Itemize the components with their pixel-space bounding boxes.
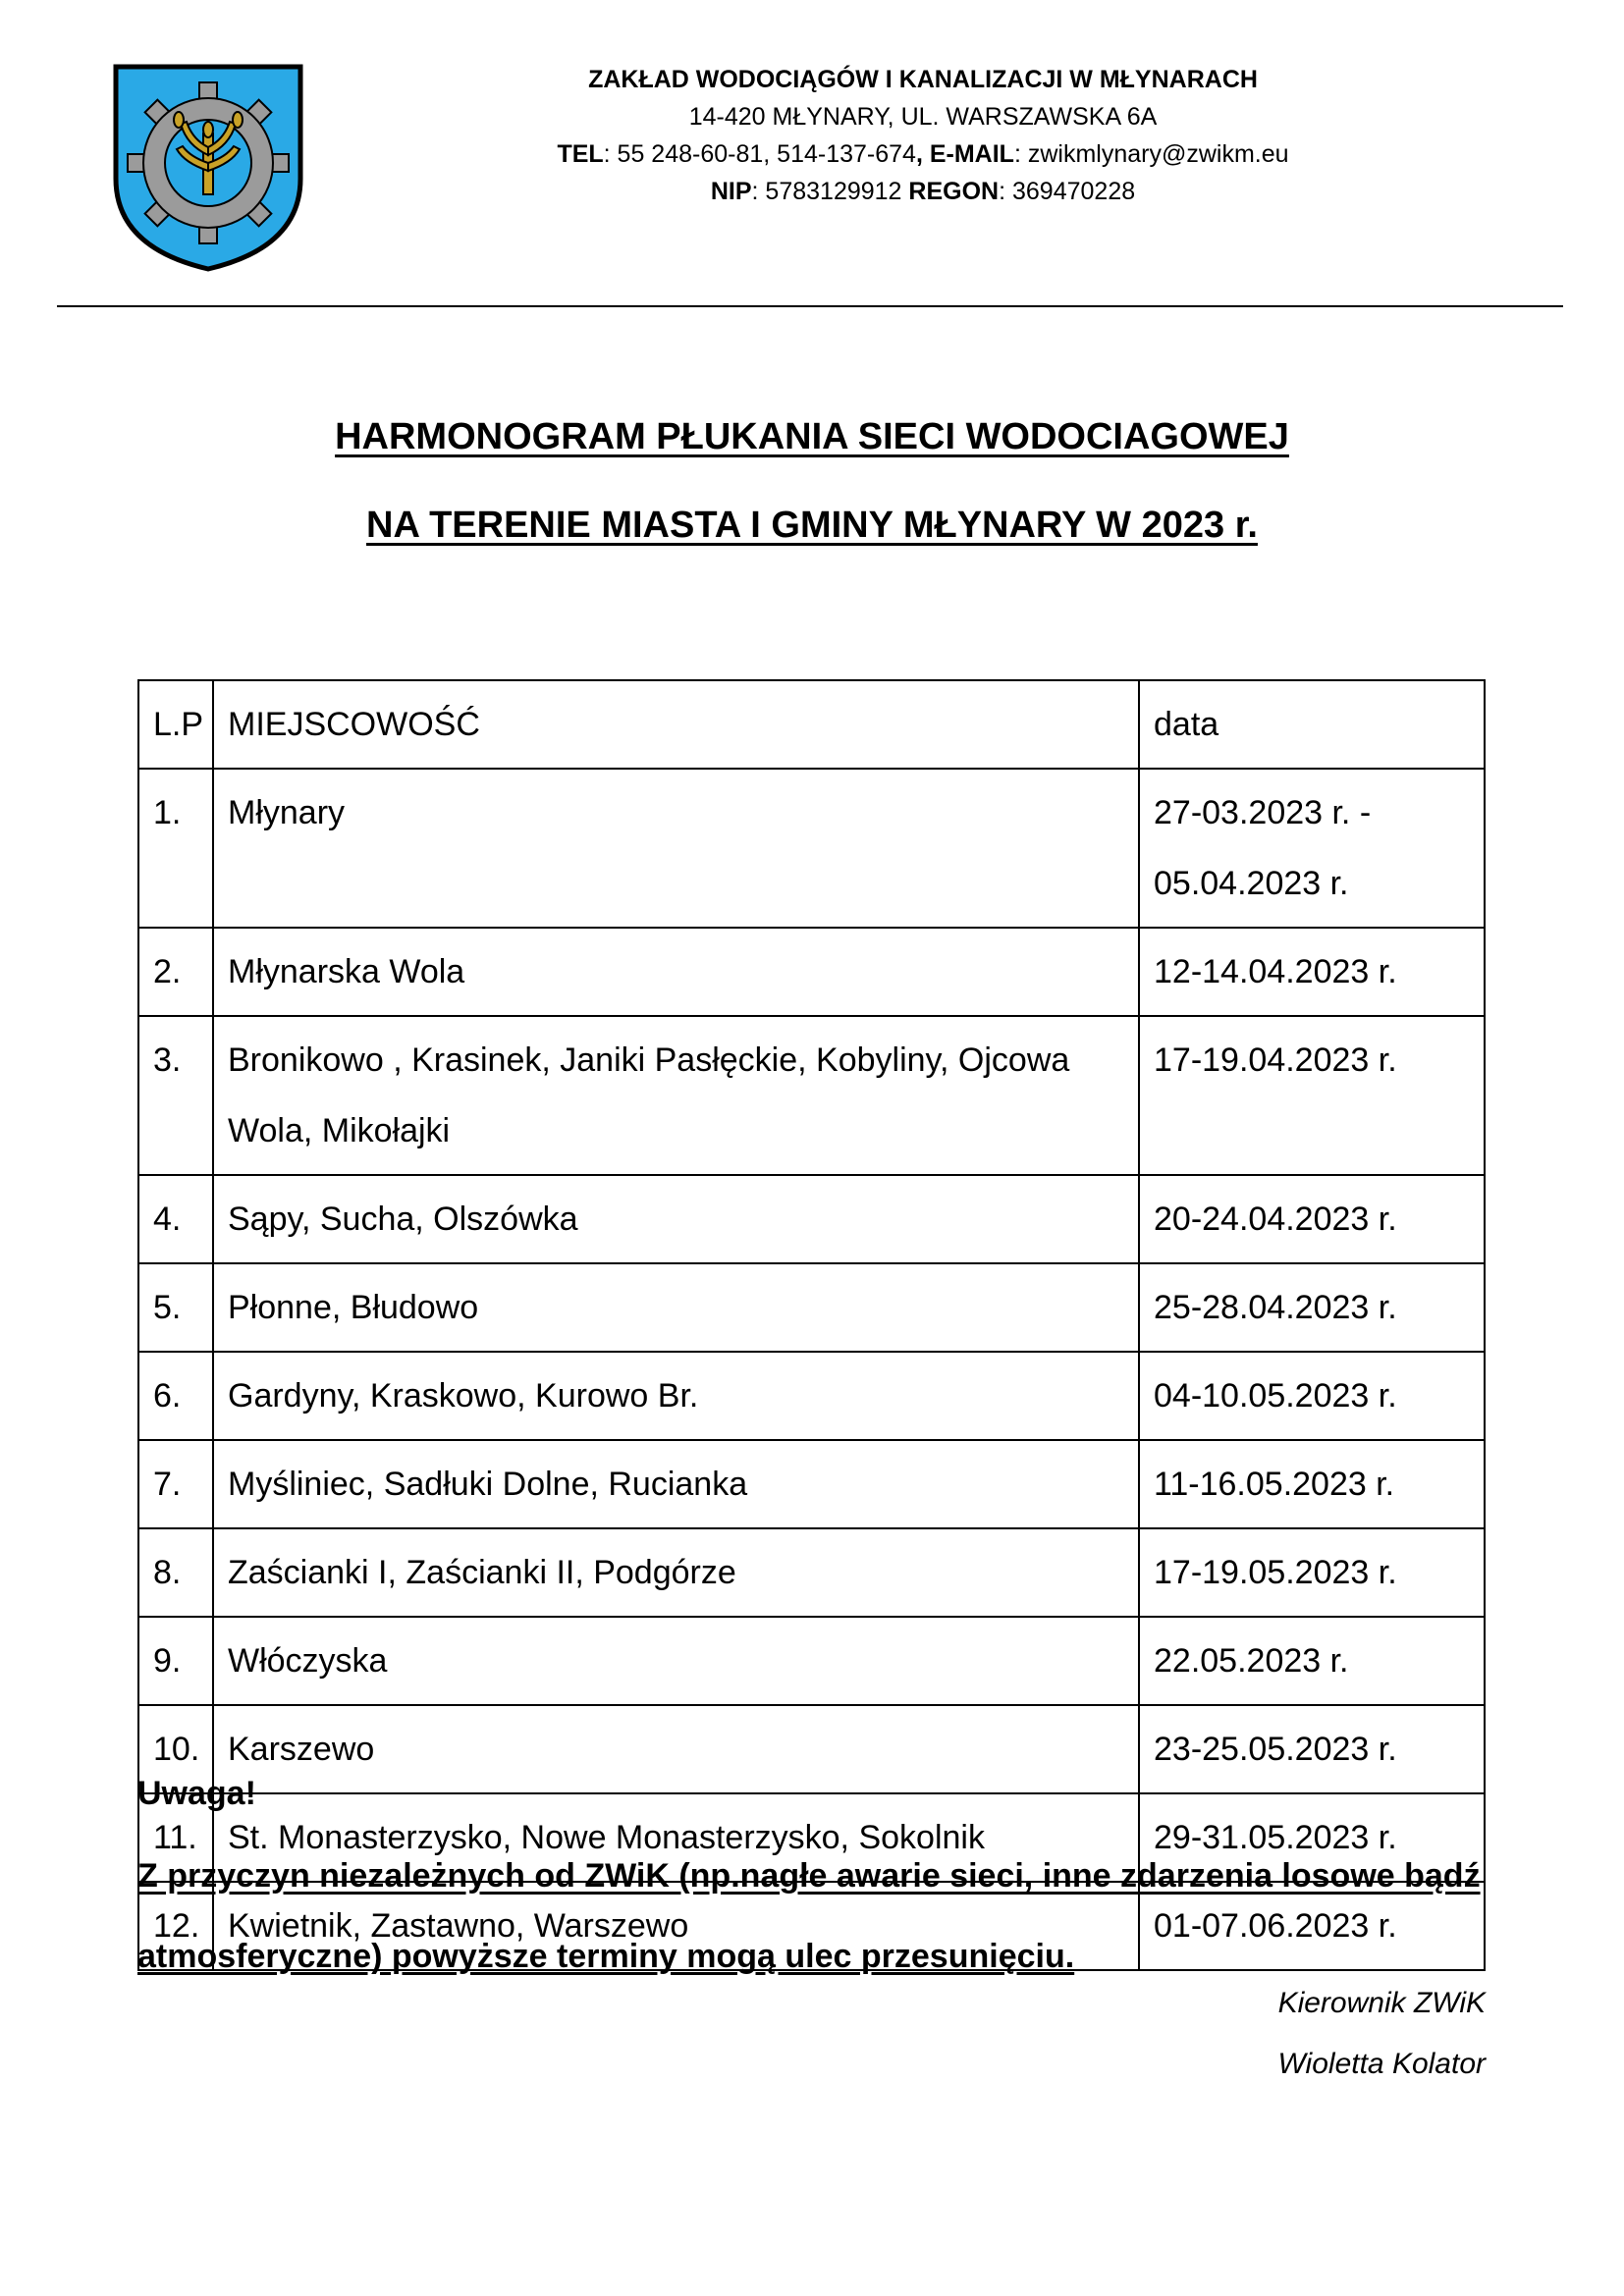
- row-date: 11-16.05.2023 r.: [1139, 1440, 1485, 1528]
- org-registry-line: [432, 173, 1414, 210]
- row-lp: 2.: [138, 928, 213, 1016]
- row-place: Płonne, Błudowo: [213, 1263, 1139, 1352]
- row-place: Zaścianki I, Zaścianki II, Podgórze: [213, 1528, 1139, 1617]
- row-date: 12-14.04.2023 r.: [1139, 928, 1485, 1016]
- nip-value: : 5783129912: [751, 178, 909, 205]
- table-header-row: [138, 680, 1485, 769]
- signature-role: Kierownik ZWiK: [1277, 1987, 1486, 2019]
- table-row: [138, 769, 1485, 928]
- row-date: 20-24.04.2023 r.: [1139, 1175, 1485, 1263]
- row-date: 22.05.2023 r.: [1139, 1617, 1485, 1705]
- row-lp: 3.: [138, 1016, 213, 1175]
- row-place: Myśliniec, Sadłuki Dolne, Rucianka: [213, 1440, 1139, 1528]
- row-lp: 1.: [138, 769, 213, 928]
- row-date: 29-31.05.2023 r.: [1139, 1793, 1485, 1882]
- row-place: Młynarska Wola: [213, 928, 1139, 1016]
- header-place: MIEJSCOWOŚĆ: [213, 680, 1139, 769]
- table-row: [138, 1352, 1485, 1440]
- signature-name: Wioletta Kolator: [1277, 2048, 1486, 2080]
- schedule-table: [137, 679, 1486, 1971]
- org-address: 14-420 MŁYNARY, UL. WARSZAWSKA 6A: [688, 103, 1158, 131]
- row-place: Młynary: [213, 769, 1139, 928]
- nip-label: NIP: [710, 178, 752, 205]
- row-lp: 5.: [138, 1263, 213, 1352]
- warning-label: Uwaga!: [137, 1775, 256, 1812]
- document-title-line-2: NA TERENIE MIASTA I GMINY MŁYNARY W 2023 r.: [366, 505, 1258, 546]
- row-lp: 12.: [138, 1882, 213, 1970]
- table-row: [138, 1440, 1485, 1528]
- header-date: data: [1139, 680, 1485, 769]
- row-date: 01-07.06.2023 r.: [1139, 1882, 1485, 1970]
- row-lp: 4.: [138, 1175, 213, 1263]
- table-row: [138, 1617, 1485, 1705]
- email-label: , E-MAIL: [915, 140, 1014, 168]
- row-place: Gardyny, Kraskowo, Kurowo Br.: [213, 1352, 1139, 1440]
- table-row: [138, 1016, 1485, 1175]
- table-row: [138, 1528, 1485, 1617]
- org-contact-line: [432, 135, 1414, 173]
- regon-label: REGON: [908, 178, 1000, 205]
- coat-of-arms-logo: [110, 61, 306, 275]
- warning-text: Z przyczyn niezależnych od ZWiK (np.nagłe awarie sieci, inne zdarzenia losowe bądź atmosferyczne) powyższe terminy mogą ulec przesunięciu.: [137, 1857, 1481, 1975]
- header-divider: [57, 305, 1563, 307]
- row-date: 04-10.05.2023 r.: [1139, 1352, 1485, 1440]
- row-place: Karszewo: [213, 1705, 1139, 1793]
- tel-value: : 55 248-60-81, 514-137-674: [603, 140, 916, 168]
- email-value: : zwikmlynary@zwikm.eu: [1013, 140, 1289, 168]
- row-lp: 6.: [138, 1352, 213, 1440]
- row-lp: 10.: [138, 1705, 213, 1793]
- table-row: [138, 1263, 1485, 1352]
- org-name: ZAKŁAD WODOCIĄGÓW I KANALIZACJI W MŁYNARACH: [588, 66, 1258, 93]
- table-row: [138, 1705, 1485, 1793]
- row-lp: 9.: [138, 1617, 213, 1705]
- table-row: [138, 1175, 1485, 1263]
- row-place: Sąpy, Sucha, Olszówka: [213, 1175, 1139, 1263]
- regon-value: : 369470228: [999, 178, 1136, 205]
- organization-header: [432, 61, 1414, 210]
- tel-label: TEL: [557, 140, 604, 168]
- header-lp: L.P: [138, 680, 213, 769]
- row-lp: 7.: [138, 1440, 213, 1528]
- row-date: 23-25.05.2023 r.: [1139, 1705, 1485, 1793]
- row-date: 25-28.04.2023 r.: [1139, 1263, 1485, 1352]
- row-place: St. Monasterzysko, Nowe Monasterzysko, Sokolnik: [213, 1793, 1139, 1882]
- row-date: 27-03.2023 r. - 05.04.2023 r.: [1139, 769, 1485, 928]
- row-date: 17-19.04.2023 r.: [1139, 1016, 1485, 1175]
- row-place: Włóczyska: [213, 1617, 1139, 1705]
- row-place: Bronikowo , Krasinek, Janiki Pasłęckie, Kobyliny, Ojcowa Wola, Mikołajki: [213, 1016, 1139, 1175]
- row-date: 17-19.05.2023 r.: [1139, 1528, 1485, 1617]
- row-place: Kwietnik, Zastawno, Warszewo: [213, 1882, 1139, 1970]
- document-title-line-1: HARMONOGRAM PŁUKANIA SIECI WODOCIAGOWEJ: [335, 416, 1289, 457]
- table-row: [138, 928, 1485, 1016]
- row-lp: 11.: [138, 1793, 213, 1882]
- row-lp: 8.: [138, 1528, 213, 1617]
